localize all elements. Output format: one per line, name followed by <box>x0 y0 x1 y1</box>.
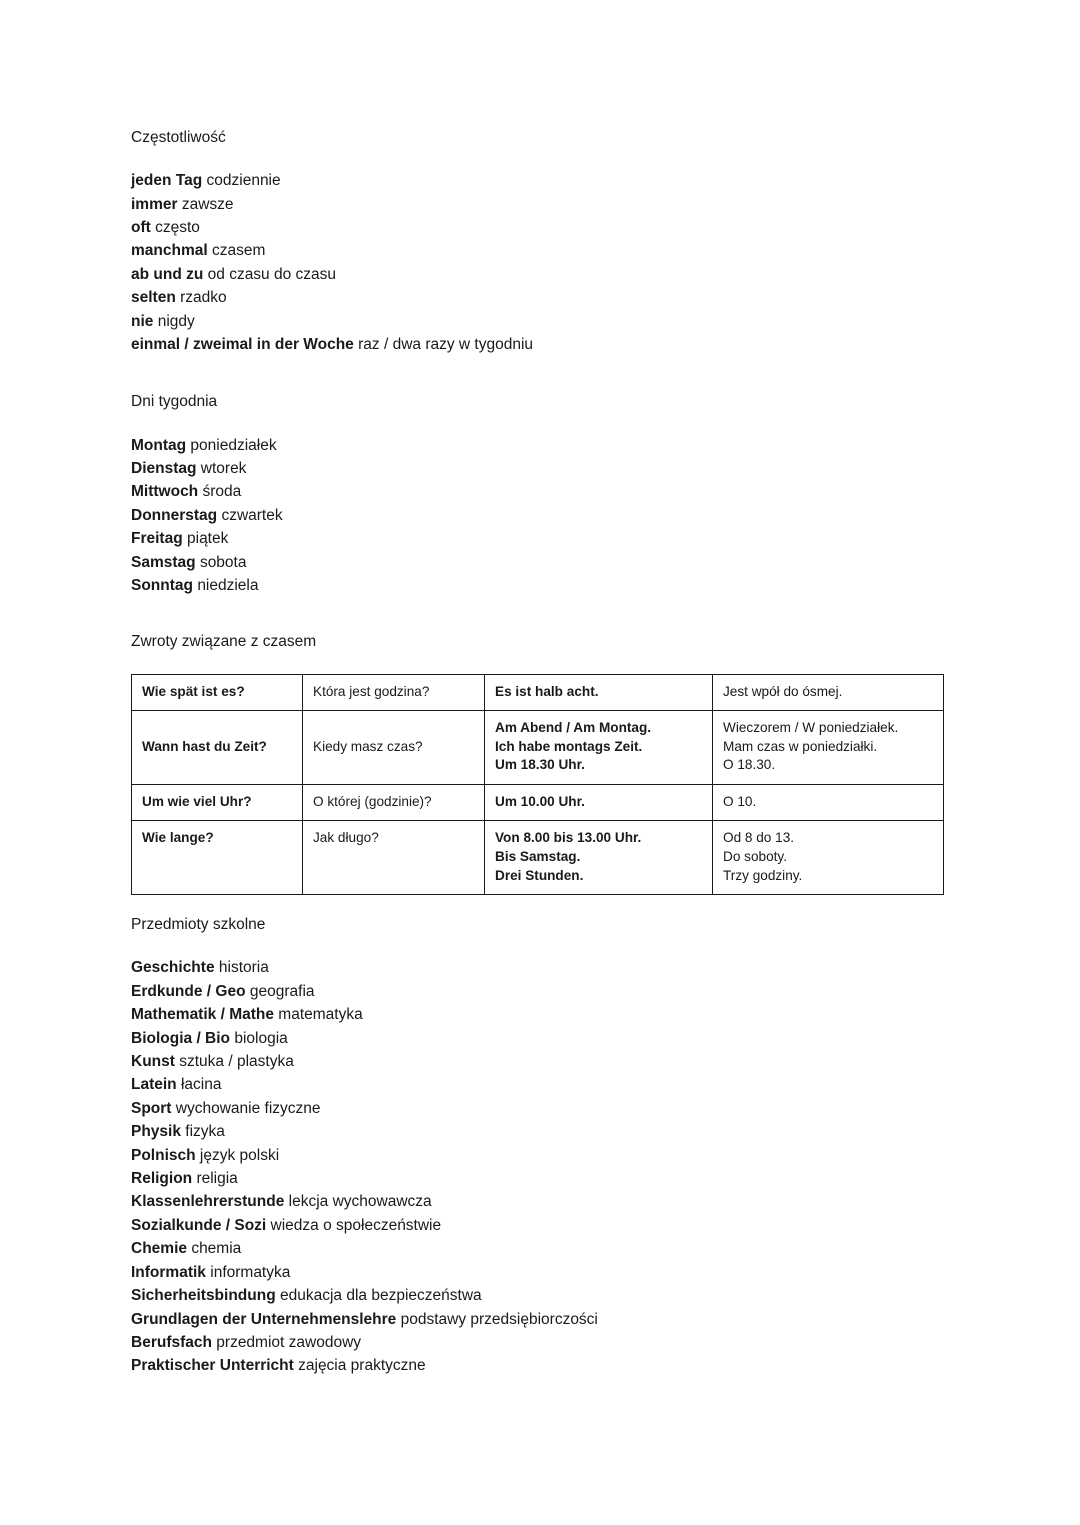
vocab-term: einmal / zweimal in der Woche <box>131 335 354 353</box>
vocab-term: Erdkunde / Geo <box>131 982 246 1000</box>
table-row <box>132 821 944 895</box>
vocab-term: Montag <box>131 436 187 454</box>
cell-line: Wieczorem / W poniedziałek. <box>723 720 899 736</box>
cell-question-pl <box>303 711 485 785</box>
vocab-gloss: czwartek <box>221 506 283 524</box>
cell-question-de <box>132 821 303 895</box>
cell-line: O 10. <box>723 793 757 809</box>
cell-answer-pl <box>713 674 944 711</box>
cell-answer-de <box>485 674 713 711</box>
vocab-gloss: wtorek <box>200 459 247 477</box>
vocab-gloss: raz / dwa razy w tygodniu <box>358 335 534 353</box>
vocab-term: Sport <box>131 1099 172 1117</box>
time-phrases-table <box>131 674 944 896</box>
cell-line: Wie lange? <box>142 830 214 846</box>
vocab-term: manchmal <box>131 242 208 260</box>
cell-question-de <box>132 711 303 785</box>
list-item <box>131 1027 943 1050</box>
vocab-term: Chemie <box>131 1240 187 1258</box>
list-item <box>131 1308 943 1331</box>
vocab-term: ab und zu <box>131 265 204 283</box>
cell-line: O której (godzinie)? <box>313 793 432 809</box>
vocab-term: Biologia / Bio <box>131 1029 231 1047</box>
vocab-term: Latein <box>131 1076 177 1094</box>
vocab-gloss: religia <box>196 1170 238 1188</box>
vocab-term: immer <box>131 195 178 213</box>
cell-answer-de <box>485 821 713 895</box>
list-item <box>131 980 943 1003</box>
cell-line: Która jest godzina? <box>313 683 430 699</box>
vocab-gloss: geografia <box>249 982 315 1000</box>
cell-line: O 18.30. <box>723 757 776 773</box>
cell-line: Um wie viel Uhr? <box>142 793 252 809</box>
vocab-term: Sicherheitsbindung <box>131 1287 276 1305</box>
vocab-gloss: środa <box>202 483 242 501</box>
cell-line: Trzy godziny. <box>723 867 803 883</box>
vocab-term: Berufsfach <box>131 1333 212 1351</box>
cell-question-de <box>132 674 303 711</box>
cell-answer-pl <box>713 784 944 821</box>
list-item <box>131 239 943 262</box>
list-item <box>131 1120 943 1143</box>
list-item <box>131 527 943 550</box>
cell-line: Drei Stunden. <box>495 867 584 883</box>
vocab-gloss: historia <box>218 959 269 977</box>
vocab-gloss: łacina <box>180 1076 222 1094</box>
cell-line: Do soboty. <box>723 849 787 865</box>
vocab-term: Donnerstag <box>131 506 218 524</box>
vocab-term: Samstag <box>131 553 196 571</box>
vocab-gloss: podstawy przedsiębiorczości <box>400 1310 598 1328</box>
table-row <box>132 784 944 821</box>
section-heading-time-phrases: Zwroty związane z czasem <box>131 633 317 651</box>
list-item <box>131 1261 943 1284</box>
vocab-term: selten <box>131 289 176 307</box>
cell-line: Es ist halb acht. <box>495 683 599 699</box>
list-item <box>131 434 943 457</box>
vocab-gloss: zawsze <box>181 195 234 213</box>
vocab-gloss: wychowanie fizyczne <box>175 1099 321 1117</box>
vocab-term: Grundlagen der Unternehmenslehre <box>131 1310 397 1328</box>
list-item <box>131 169 943 192</box>
cell-line: Am Abend / Am Montag. <box>495 720 652 736</box>
cell-line: Von 8.00 bis 13.00 Uhr. <box>495 830 642 846</box>
vocab-term: Religion <box>131 1170 193 1188</box>
vocab-gloss: zajęcia praktyczne <box>298 1357 426 1375</box>
vocab-term: Mittwoch <box>131 483 199 501</box>
section-weekdays <box>131 392 943 597</box>
list-item <box>131 1354 943 1377</box>
section-heading-school-subjects: Przedmioty szkolne <box>131 916 266 934</box>
vocab-gloss: chemia <box>191 1240 242 1258</box>
vocab-term: Informatik <box>131 1263 206 1281</box>
vocab-gloss: lekcja wychowawcza <box>288 1193 432 1211</box>
vocab-term: Sonntag <box>131 576 193 594</box>
vocab-gloss: często <box>155 218 200 236</box>
cell-line: Um 18.30 Uhr. <box>495 757 585 773</box>
vocab-gloss: matematyka <box>278 1006 363 1024</box>
vocab-gloss: poniedziałek <box>190 436 277 454</box>
cell-question-pl <box>303 784 485 821</box>
table-row <box>132 711 944 785</box>
list-item <box>131 193 943 216</box>
cell-line: Jest wpół do ósmej. <box>723 683 843 699</box>
section-time-phrases <box>131 632 943 895</box>
cell-line: Bis Samstag. <box>495 849 581 865</box>
section-heading-frequency: Częstotliwość <box>131 129 226 146</box>
table-row <box>132 674 944 711</box>
vocab-gloss: sobota <box>199 553 247 571</box>
vocab-gloss: piątek <box>187 530 229 548</box>
list-item <box>131 1097 943 1120</box>
vocab-gloss: informatyka <box>210 1263 291 1281</box>
vocab-term: nie <box>131 312 154 330</box>
vocab-gloss: język polski <box>199 1146 280 1164</box>
cell-question-pl <box>303 821 485 895</box>
vocab-gloss: edukacja dla bezpieczeństwa <box>280 1287 482 1305</box>
vocab-gloss: niedziela <box>197 576 259 594</box>
list-item <box>131 1144 943 1167</box>
cell-line: Mam czas w poniedziałki. <box>723 738 878 754</box>
worksheet-page <box>131 128 943 1378</box>
vocab-gloss: przedmiot zawodowy <box>216 1333 362 1351</box>
list-item <box>131 1331 943 1354</box>
cell-line: Wann hast du Zeit? <box>142 738 267 754</box>
vocab-list-school-subjects <box>131 956 943 1377</box>
vocab-gloss: fizyka <box>185 1123 225 1141</box>
list-item <box>131 1190 943 1213</box>
vocab-term: oft <box>131 218 151 236</box>
list-item <box>131 1214 943 1237</box>
list-item <box>131 1003 943 1026</box>
section-school-subjects <box>131 915 943 1377</box>
vocab-term: Klassenlehrerstunde <box>131 1193 285 1211</box>
list-item <box>131 286 943 309</box>
vocab-term: Sozialkunde / Sozi <box>131 1216 267 1234</box>
cell-line: Um 10.00 Uhr. <box>495 793 585 809</box>
list-item <box>131 1167 943 1190</box>
cell-line: Kiedy masz czas? <box>313 738 423 754</box>
cell-question-pl <box>303 674 485 711</box>
vocab-term: Praktischer Unterricht <box>131 1357 294 1375</box>
vocab-term: Polnisch <box>131 1146 196 1164</box>
vocab-gloss: codziennie <box>206 172 281 190</box>
list-item <box>131 956 943 979</box>
cell-answer-pl <box>713 821 944 895</box>
vocab-term: Geschichte <box>131 959 215 977</box>
list-item <box>131 457 943 480</box>
vocab-term: Physik <box>131 1123 181 1141</box>
cell-answer-de <box>485 784 713 821</box>
vocab-gloss: biologia <box>234 1029 288 1047</box>
cell-line: Jak długo? <box>313 830 379 846</box>
vocab-gloss: sztuka / plastyka <box>179 1053 294 1071</box>
vocab-gloss: nigdy <box>157 312 195 330</box>
list-item <box>131 310 943 333</box>
vocab-term: jeden Tag <box>131 172 203 190</box>
list-item <box>131 1237 943 1260</box>
vocab-term: Freitag <box>131 530 183 548</box>
section-frequency <box>131 128 943 356</box>
cell-line: Ich habe montags Zeit. <box>495 738 643 754</box>
cell-answer-de <box>485 711 713 785</box>
cell-line: Wie spät ist es? <box>142 683 245 699</box>
list-item <box>131 263 943 286</box>
section-heading-weekdays: Dni tygodnia <box>131 393 218 411</box>
vocab-gloss: czasem <box>211 242 266 260</box>
list-item <box>131 216 943 239</box>
vocab-term: Dienstag <box>131 459 197 477</box>
list-item <box>131 551 943 574</box>
list-item <box>131 1050 943 1073</box>
list-item <box>131 1284 943 1307</box>
vocab-gloss: wiedza o społeczeństwie <box>270 1216 442 1234</box>
vocab-term: Kunst <box>131 1053 175 1071</box>
vocab-list-frequency <box>131 169 943 356</box>
cell-question-de <box>132 784 303 821</box>
vocab-list-weekdays <box>131 434 943 598</box>
cell-line: Od 8 do 13. <box>723 830 795 846</box>
list-item <box>131 1073 943 1096</box>
cell-answer-pl <box>713 711 944 785</box>
list-item <box>131 504 943 527</box>
vocab-gloss: od czasu do czasu <box>207 265 337 283</box>
list-item <box>131 480 943 503</box>
list-item <box>131 333 943 356</box>
list-item <box>131 574 943 597</box>
vocab-term: Mathematik / Mathe <box>131 1006 274 1024</box>
vocab-gloss: rzadko <box>180 289 227 307</box>
